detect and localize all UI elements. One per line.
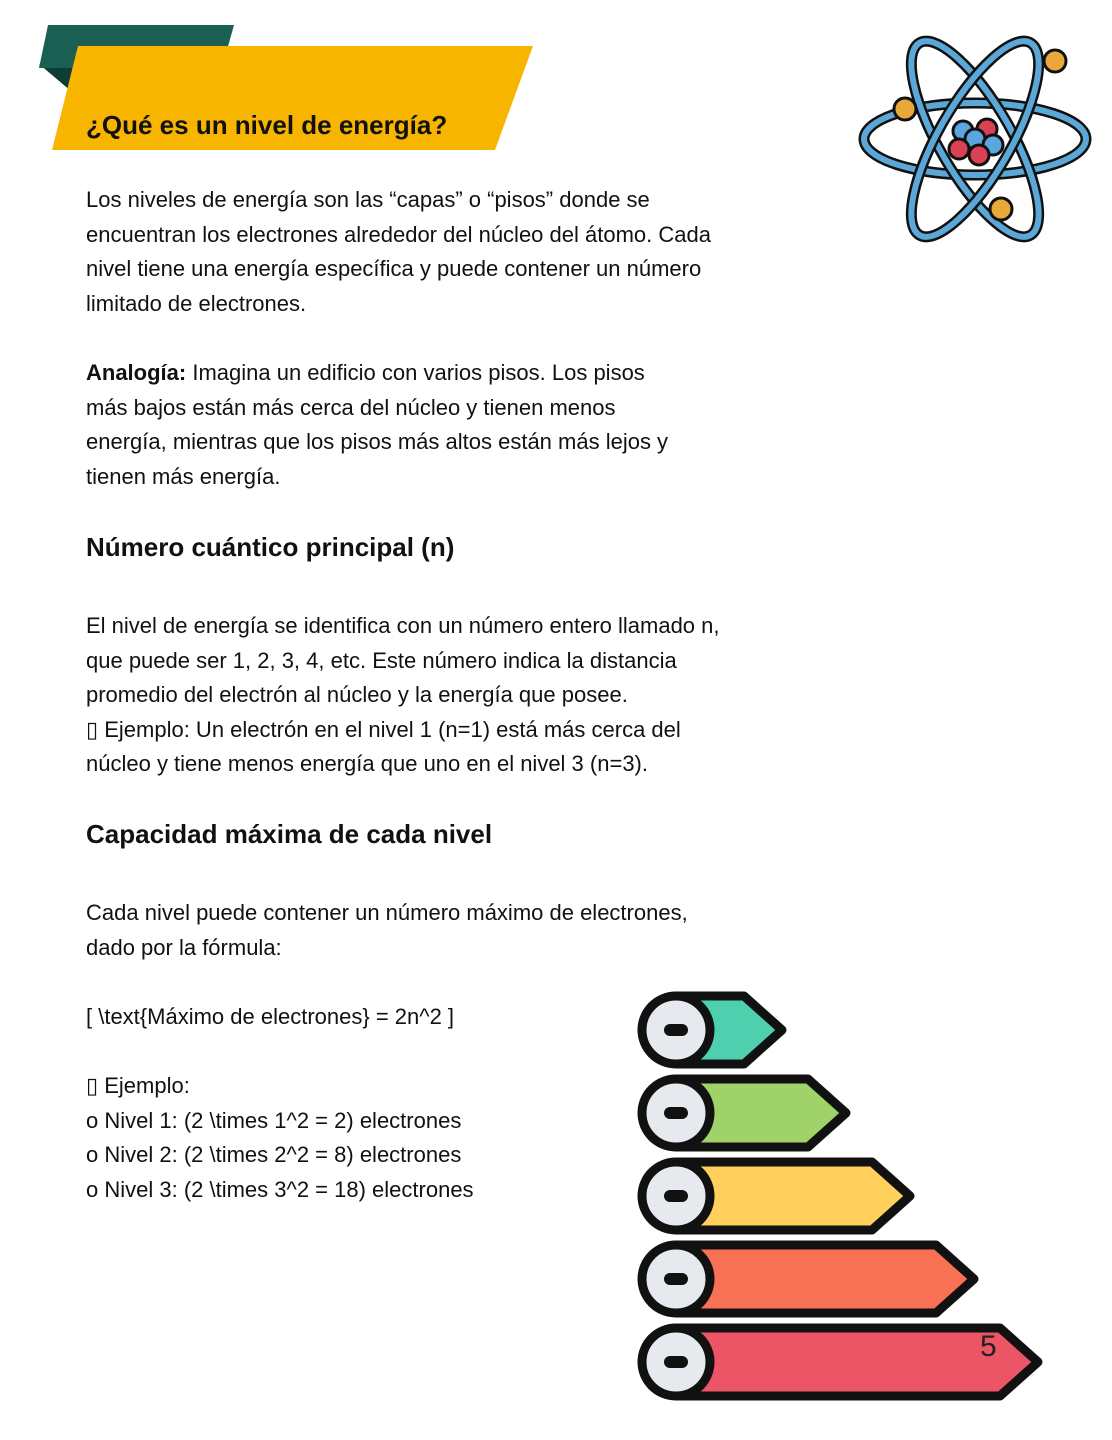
- energy-bar: [642, 1245, 974, 1313]
- analogy-first-line: [86, 356, 668, 391]
- intro-line: encuentran los electrones alrededor del núcleo del átomo. Cada: [86, 221, 711, 247]
- intro-line: Los niveles de energía son las “capas” o “pisos” donde se: [86, 187, 650, 212]
- quantum-paragraph: [86, 609, 720, 782]
- energy-bar: [642, 996, 782, 1064]
- analogy-first-line-text: Imagina un edificio con varios pisos. Los pisos: [186, 360, 645, 385]
- quantum-line: El nivel de energía se identifica con un número entero llamado n,: [86, 613, 720, 638]
- intro-line: limitado de electrones.: [86, 290, 307, 316]
- analogy-line: energía, mientras que los pisos más altos están más lejos y: [86, 429, 669, 455]
- energy-bar: [642, 1079, 846, 1147]
- capacity-line: dado por la fórmula:: [86, 934, 282, 960]
- intro-line: nivel tiene una energía específica y puede contener un número: [86, 256, 702, 282]
- quantum-line: ▯ Ejemplo: Un electrón en el nivel 1 (n=1) está más cerca del: [86, 716, 681, 742]
- analogy-label: Analogía:: [86, 360, 187, 385]
- energy-bar: [642, 1328, 1038, 1396]
- capacity-paragraph: [86, 896, 688, 965]
- analogy-line: tienen más energía.: [86, 463, 281, 489]
- atom-nucleus: [949, 119, 1003, 165]
- example-item: o Nivel 1: (2 \times 1^2 = 2) electrones: [86, 1107, 462, 1133]
- capacity-line: Cada nivel puede contener un número máximo de electrones,: [86, 900, 688, 925]
- analogy-line: más bajos están más cerca del núcleo y tienen menos: [86, 394, 616, 420]
- quantum-line: que puede ser 1, 2, 3, 4, etc. Este número indica la distancia: [86, 647, 677, 673]
- page-number: 5: [980, 1330, 997, 1363]
- quantum-line: promedio del electrón al núcleo y la energía que posee.: [86, 682, 628, 708]
- page-title: ¿Qué es un nivel de energía?: [86, 110, 448, 140]
- energy-bar: [642, 1162, 910, 1230]
- quantum-heading: Número cuántico principal (n): [86, 532, 455, 562]
- formula-line: [ \text{Máximo de electrones} = 2n^2 ]: [86, 1004, 455, 1029]
- example-item: o Nivel 2: (2 \times 2^2 = 8) electrones: [86, 1142, 462, 1168]
- quantum-line: núcleo y tiene menos energía que uno en el nivel 3 (n=3).: [86, 751, 648, 777]
- intro-paragraph: [86, 183, 711, 321]
- analogy-paragraph: [86, 356, 668, 494]
- example-item: o Nivel 3: (2 \times 3^2 = 18) electrones: [86, 1176, 474, 1202]
- examples-list: [86, 1069, 474, 1207]
- capacity-heading: Capacidad máxima de cada nivel: [86, 819, 493, 849]
- atom-icon: [858, 22, 1092, 256]
- example-label: ▯ Ejemplo:: [86, 1073, 190, 1098]
